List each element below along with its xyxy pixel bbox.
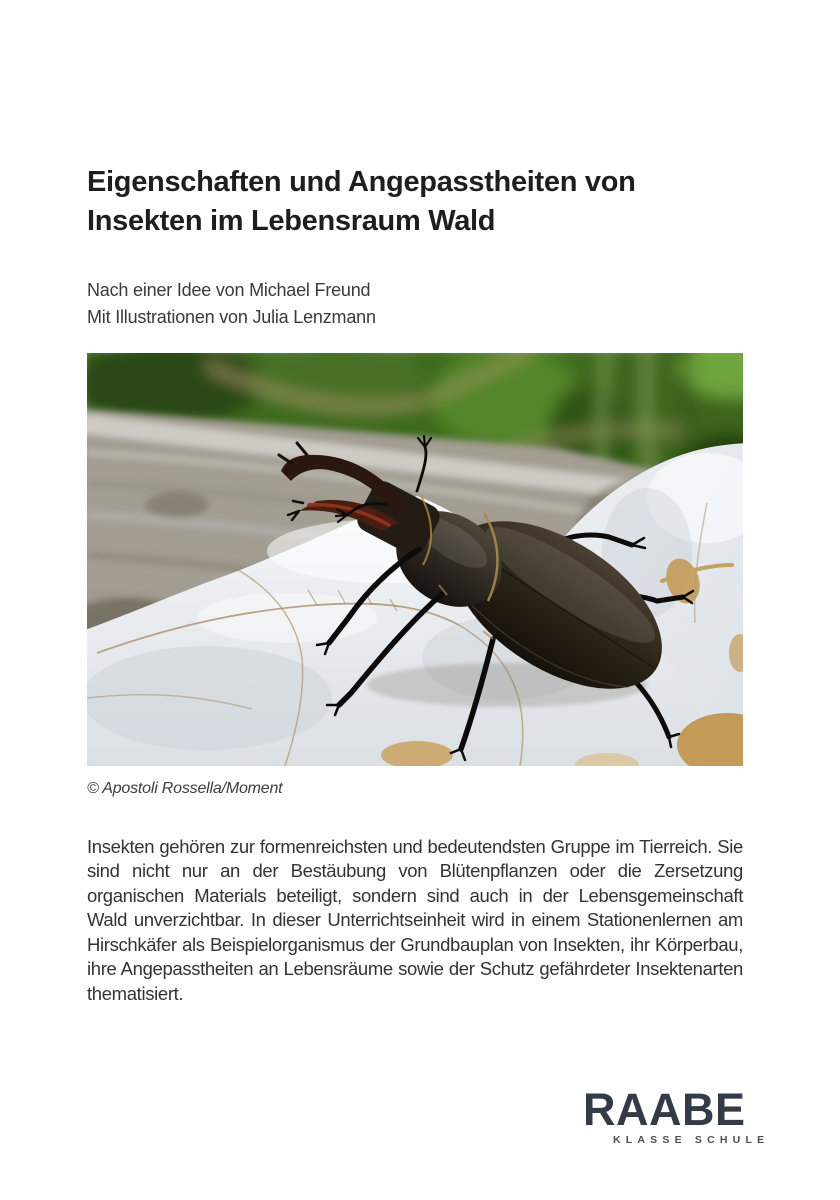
stag-beetle-illustration xyxy=(87,353,743,766)
byline xyxy=(87,277,687,331)
page-title xyxy=(87,163,757,241)
raabe-wordmark: RAABE xyxy=(583,1084,746,1135)
intro-paragraph: Insekten gehören zur formenreichsten und bedeutendsten Gruppe im Tierreich. Sie sind nicht nur an der Bestäubung von Blütenpflanzen oder die Zersetzung organischen Materials beteiligt, sondern sind auch in der Lebensgemeinschaft Wald unverzichtbar. In dieser Unterrichtseinheit wird in einem Stationenlernen am Hirschkäfer als Beispielorganismus der Grundbauplan von Insekten, ihr Körperbau, ihre Angepasstheiten an Lebensräume sowie der Schutz gefährdeter Insektenarten thematisiert. xyxy=(87,835,743,1005)
page-title-line1: Eigenschaften und Angepasstheiten von xyxy=(87,166,636,198)
stag-beetle-photo xyxy=(87,353,743,766)
byline-illustrator: Mit Illustrationen von Julia Lenzmann xyxy=(87,307,376,327)
page-title-line2: Insekten im Lebensraum Wald xyxy=(87,205,496,237)
raabe-logo xyxy=(583,1084,770,1152)
photo-credit: © Apostoli Rossella/Moment xyxy=(87,780,283,797)
byline-author: Nach einer Idee von Michael Freund xyxy=(87,280,371,300)
raabe-tagline: KLASSE SCHULE xyxy=(613,1134,770,1146)
